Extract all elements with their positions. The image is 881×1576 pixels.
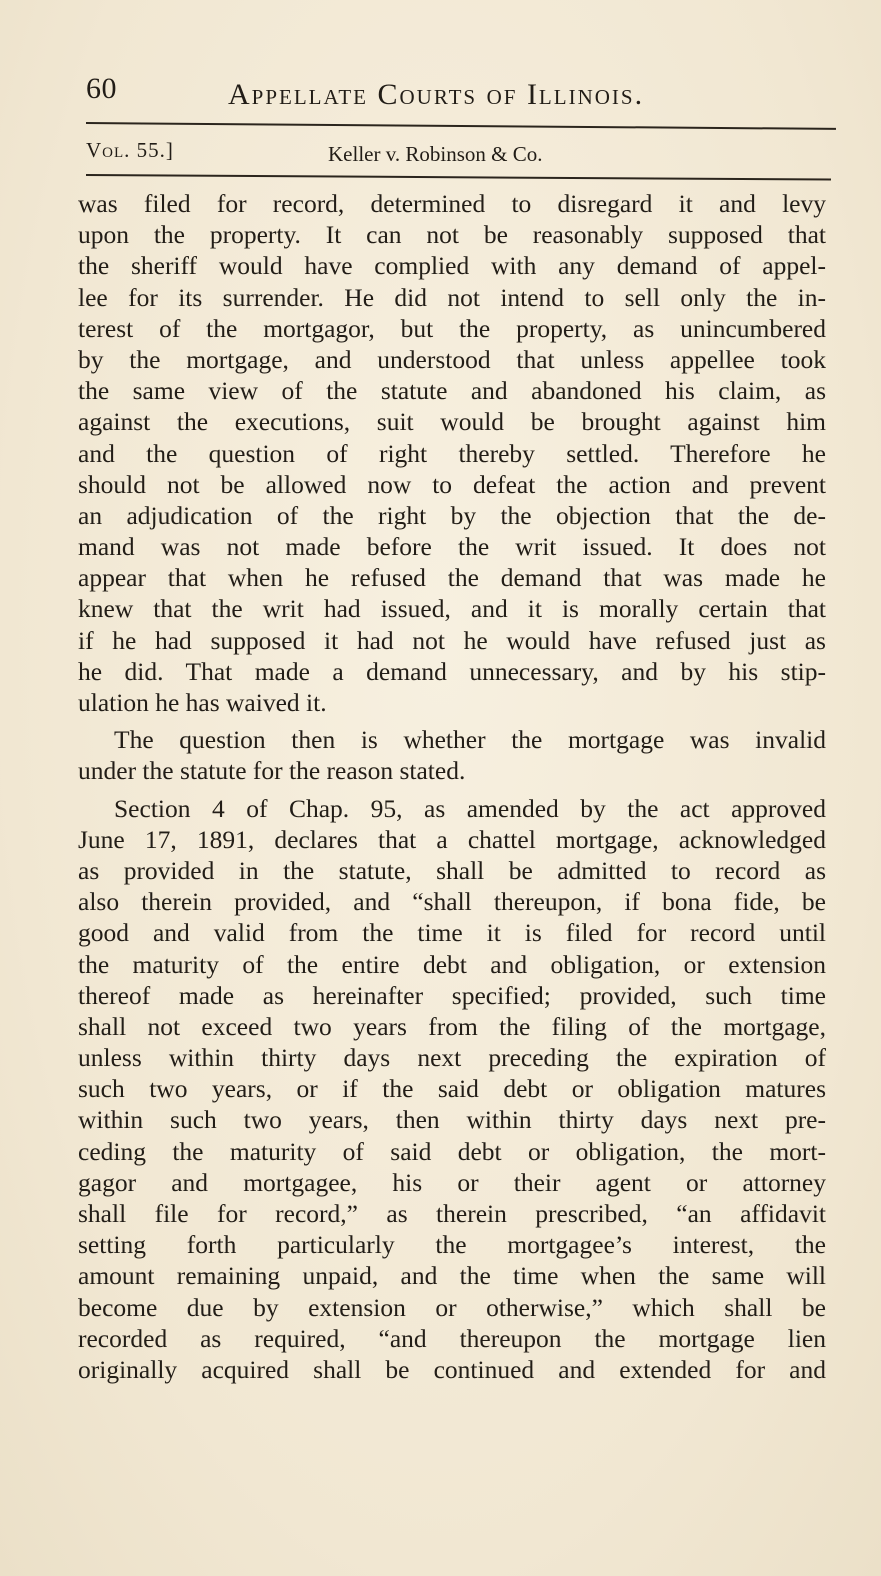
text-line: and the question of right thereby settled. Therefore he [78,438,826,468]
text-line: Section 4 of Chap. 95, as amended by the act approved [114,793,826,823]
page-number: 60 [86,72,117,105]
paragraph-1 [78,188,826,718]
text-line: gagor and mortgagee, his or their agent or attorney [78,1167,826,1197]
text-line: as provided in the statute, shall be admitted to record as [78,855,826,885]
text-line: good and valid from the time it is filed for record until [78,918,826,948]
paragraph-2 [78,724,826,786]
case-title: Keller v. Robinson & Co. [328,142,543,166]
text-line: The question then is whether the mortgage was invalid [114,725,826,755]
running-head: Appellate Courts of Illinois. [228,78,645,111]
text-line: the same view of the statute and abandoned his claim, as [78,376,826,406]
text-line: setting forth particularly the mortgagee’s interest, the [78,1230,826,1260]
text-line: shall not exceed two years from the filing of the mortgage, [78,1011,826,1041]
paragraph-3 [78,793,826,1386]
text-line: the sheriff would have complied with any demand of appel- [78,251,826,281]
text-line: against the executions, suit would be brought against him [78,407,826,437]
text-line: originally acquired shall be continued and extended for and [78,1354,826,1384]
volume-label: Vol. 55.] [86,138,174,162]
text-line: appear that when he refused the demand that was made he [78,563,826,593]
text-line: an adjudication of the right by the objection that the de- [78,500,826,530]
header-rule-bottom [86,174,831,181]
text-line: should not be allowed now to defeat the action and prevent [78,469,826,499]
text-line: if he had supposed it had not he would have refused just as [78,625,826,655]
text-line: terest of the mortgagor, but the property, as unincumbered [78,313,826,343]
text-line: ceding the maturity of said debt or obligation, the mort- [78,1136,826,1166]
text-line: also therein provided, and “shall thereupon, if bona fide, be [78,887,826,917]
header-rule-top [86,122,836,130]
text-line: unless within thirty days next preceding the expiration of [78,1043,826,1073]
text-line: thereof made as hereinafter specified; provided, such time [78,980,826,1010]
text-line: under the statute for the reason stated. [78,756,466,786]
text-line: was filed for record, determined to disregard it and levy [78,189,826,218]
text-line: such two years, or if the said debt or obligation matures [78,1074,826,1104]
text-line: recorded as required, “and thereupon the mortgage lien [78,1323,826,1353]
text-line: knew that the writ had issued, and it is morally certain that [78,594,826,624]
text-line: upon the property. It can not be reasonably supposed that [78,220,826,250]
text-line: mand was not made before the writ issued. It does not [78,532,826,562]
text-line: by the mortgage, and understood that unless appellee took [78,344,826,374]
text-line: lee for its surrender. He did not intend to sell only the in- [78,282,826,312]
text-line: June 17, 1891, declares that a chattel mortgage, acknowledged [78,824,826,854]
text-line: become due by extension or otherwise,” which shall be [78,1292,826,1322]
text-line: amount remaining unpaid, and the time when the same will [78,1261,826,1291]
text-line: he did. That made a demand unnecessary, and by his stip- [78,656,826,686]
text-line: within such two years, then within thirty days next pre- [78,1105,826,1135]
text-line: ulation he has waived it. [78,688,327,717]
body-text [78,188,826,1385]
text-line: the maturity of the entire debt and obligation, or extension [78,949,826,979]
text-line: shall file for record,” as therein prescribed, “an affidavit [78,1199,826,1228]
